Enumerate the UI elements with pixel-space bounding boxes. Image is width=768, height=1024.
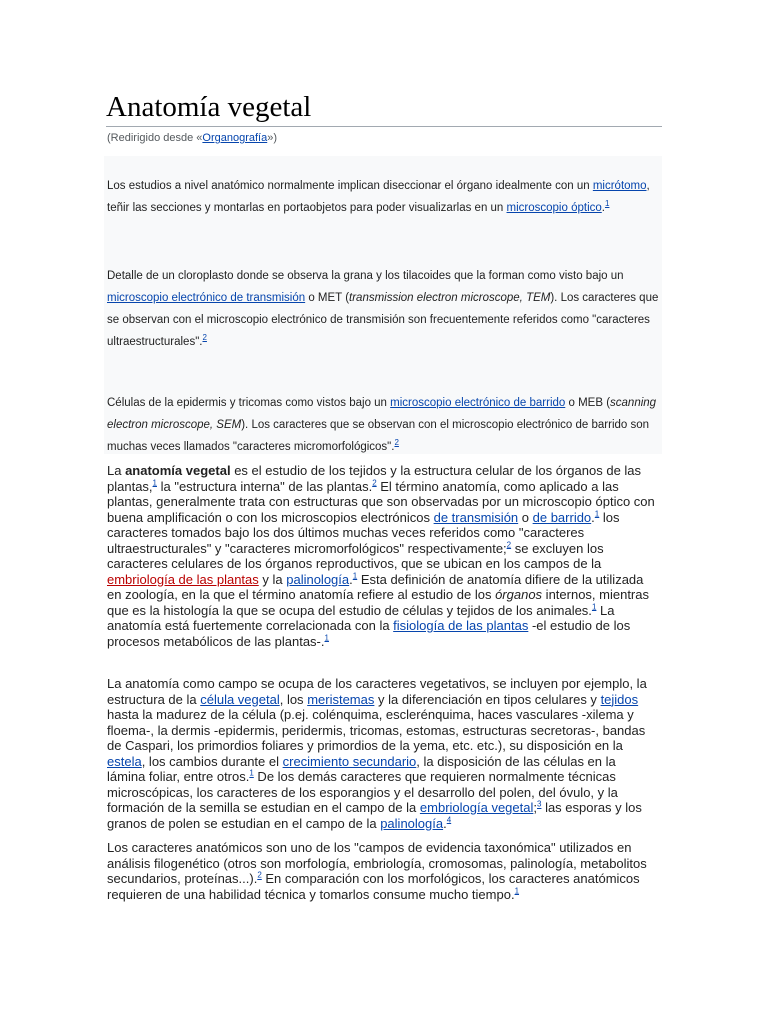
citation-ref[interactable]: 1 xyxy=(324,633,329,643)
citation-ref[interactable]: 2 xyxy=(506,540,512,550)
link-embriologia-de-las-plantas[interactable]: embriología de las plantas xyxy=(107,571,259,587)
link-microscopio-optico[interactable]: microscopio óptico xyxy=(506,202,602,214)
link-crecimiento-secundario[interactable]: crecimiento secundario xyxy=(282,753,417,769)
link-celula-vegetal[interactable]: célula vegetal xyxy=(200,691,280,707)
link-meristemas[interactable]: meristemas xyxy=(307,691,375,707)
link-de-barrido[interactable]: de barrido xyxy=(532,509,592,525)
caption-epidermis: Células de la epidermis y tricomas como vistos bajo un microscopio electrónico de barrido o MEB (scanning electron microscope, SEM). Los caracteres que se observan con el microscopio electrónico de barrido son muchas veces llamados "caracteres micromorfológicos".$^2$ xyxy=(107,397,657,453)
link-microscopio-barrido[interactable]: microscopio electrónico de barrido xyxy=(390,397,566,409)
citation-ref[interactable]: 2 xyxy=(394,438,399,448)
citation-ref[interactable]: 1 xyxy=(514,886,520,896)
caption-cloroplasto: Detalle de un cloroplasto donde se observa la grana y los tilacoides que la forman como visto bajo un microscopio electrónico de transmisión o MET (transmission electron microscope, TEM). Los caracteres que se observan con el microscopio electrónico de transmisión son frecuentemente referidos como "caracteres ultraestructurales".$^2$ xyxy=(107,270,659,348)
link-embriologia-vegetal[interactable]: embriología vegetal xyxy=(419,800,534,815)
redirect-note: (Redirigido desde «Organografía») xyxy=(107,132,277,144)
citation-ref[interactable]: 2 xyxy=(372,478,377,488)
citation-ref[interactable]: 1 xyxy=(604,199,610,209)
citation-ref[interactable]: 3 xyxy=(537,799,542,809)
link-fisiologia-de-las-plantas[interactable]: fisiología de las plantas xyxy=(393,618,529,633)
citation-ref[interactable]: 1 xyxy=(594,509,600,519)
caption-microtomo: Los estudios a nivel anatómico normalmente implican diseccionar el órgano idealmente con un micrótomo, teñir las secciones y montarlas en portaobjetos para poder visualizarlas en un microscopio óptico.$^1$ xyxy=(107,180,650,214)
citation-ref[interactable]: 1 xyxy=(152,478,157,488)
link-microtomo[interactable]: micrótomo xyxy=(592,180,647,192)
link-tejidos[interactable]: tejidos xyxy=(600,691,639,707)
redirect-link-organografia[interactable]: Organografía xyxy=(202,132,268,144)
citation-ref[interactable]: 2 xyxy=(202,333,207,343)
link-de-transmision[interactable]: de transmisión xyxy=(433,509,519,525)
paragraph-evidencia: Los caracteres anatómicos son uno de los "campos de evidencia taxonómica" utilizados en análisis filogenético (otros son morfología, embriología, cromosomas, palinología, metabolitos secundarios, proteínas...).$^2$ En comparación con los morfológicos, los caracteres anatómicos requieren de una habilidad técnica y tomarlos consume mucho tiempo.$^1$ xyxy=(107,840,647,902)
citation-ref[interactable]: 1 xyxy=(591,602,597,612)
citation-ref[interactable]: 1 xyxy=(352,571,358,581)
citation-ref[interactable]: 4 xyxy=(446,815,452,825)
citation-ref[interactable]: 2 xyxy=(257,870,262,880)
page-title: Anatomía vegetal xyxy=(106,88,662,127)
citation-ref[interactable]: 1 xyxy=(249,768,254,778)
link-palinologia[interactable]: palinología xyxy=(286,571,350,587)
link-microscopio-transmision[interactable]: microscopio electrónico de transmisión xyxy=(107,292,306,304)
link-estela[interactable]: estela xyxy=(107,753,142,769)
paragraph-definicion: La anatomía vegetal es el estudio de los tejidos y la estructura celular de los órganos de las plantas,$^1$ la "estructura interna" de las plantas.$^2$ El término anatomía, como aplicado a las plantas, generalmente trata con estructuras que son observadas por un microscopio óptico con buena amplificación o con los microscopios electrónicos de transmisión o de barrido.$^1$ los caracteres tomados bajo los dos últimos muchas veces referidos como "caracteres ultraestructurales" y "caracteres micromorfológicos" respectivamente;$^2$ se excluyen los caracteres celulares de los órganos reproductivos, que se ubican en los campos de la embriología de las plantas y la palinología.$^1$ Esta definición de anatomía difiere de la utilizada en zoología, en la que el término anatomía refiere al estudio de los órganos internos, mientras que es la histología la que se ocupa del estudio de células y tejidos de los animales.$^1$ La anatomía está fuertemente correlacionada con la fisiología de las plantas -el estudio de los procesos metabólicos de las plantas-.$^1$ xyxy=(107,463,655,649)
paragraph-campo: La anatomía como campo se ocupa de los caracteres vegetativos, se incluyen por ejemplo, la estructura de la célula vegetal, los meristemas y la diferenciación en tipos celulares y tejidos hasta la madurez de la célula (p.ej. colénquima, esclerénquima, haces vasculares -xilema y floema-, la dermis -epidermis, peridermis, tricomas, estomas, estructuras secretoras-, bandas de Caspari, los primordios foliares y primordios de la yema, etc. etc.), su disposición en la estela, los cambios durante el crecimiento secundario, la disposición de las células en la lámina foliar, entre otros.$^1$ De los demás caracteres que requieren normalmente técnicas microscópicas, los caracteres de los esporangios y el desarrollo del polen, del óvulo, y la formación de la semilla se estudian en el campo de la embriología vegetal;$^3$ las esporas y los granos de polen se estudian en el campo de la palinología.$^4$ xyxy=(107,676,647,831)
link-palinologia-2[interactable]: palinología xyxy=(380,815,444,831)
